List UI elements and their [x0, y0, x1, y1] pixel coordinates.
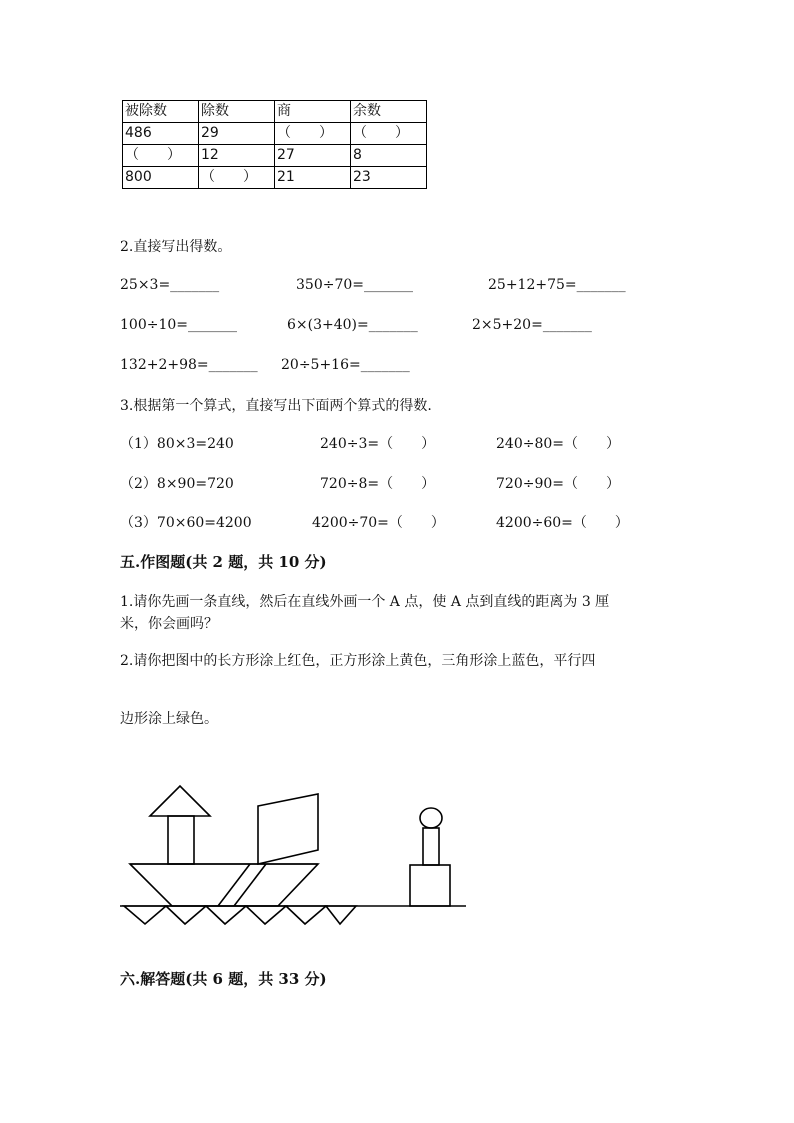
- table-cell[interactable]: （ ）: [123, 145, 199, 167]
- q3-given: （3）70×60=4200: [120, 515, 252, 531]
- rectangle-tower: [168, 816, 194, 864]
- q3-answer[interactable]: 720÷8=（ ）: [320, 476, 436, 492]
- hull-divider: [218, 864, 250, 906]
- table-cell: 8: [351, 145, 427, 167]
- small-triangle: [124, 906, 166, 924]
- q3-title: 3.根据第一个算式，直接写出下面两个算式的得数.: [120, 398, 432, 414]
- q2-item[interactable]: 20÷5+16=_______: [281, 357, 410, 373]
- table-cell: 800: [123, 167, 199, 189]
- trapezoid-hull: [130, 864, 318, 906]
- table-cell[interactable]: （ ）: [351, 123, 427, 145]
- q3-answer[interactable]: 240÷3=（ ）: [320, 436, 436, 452]
- q3-answer[interactable]: 4200÷60=（ ）: [496, 515, 629, 531]
- small-triangle: [326, 906, 356, 924]
- section5-q2-text: 边形涂上绿色。: [120, 711, 218, 727]
- section5-q1-text: 1.请你先画一条直线，然后在直线外画一个 A 点，使 A 点到直线的距离为 3 厘: [120, 594, 610, 610]
- q2-item[interactable]: 6×(3+40)=_______: [287, 317, 418, 333]
- hull-divider: [234, 864, 266, 906]
- q3-answer[interactable]: 4200÷70=（ ）: [312, 515, 445, 531]
- small-triangle: [286, 906, 326, 924]
- table-cell[interactable]: （ ）: [275, 123, 351, 145]
- circle-head: [420, 808, 442, 828]
- q3-given: （2）8×90=720: [120, 476, 234, 492]
- rectangle-body: [423, 828, 439, 865]
- parallelogram-sail: [258, 794, 318, 864]
- small-triangle: [166, 906, 206, 924]
- table-cell: 21: [275, 167, 351, 189]
- q2-item[interactable]: 350÷70=_______: [296, 277, 413, 293]
- square-base: [410, 865, 450, 906]
- table-cell[interactable]: （ ）: [199, 167, 275, 189]
- small-triangle: [206, 906, 246, 924]
- table-cell: 27: [275, 145, 351, 167]
- section5-q2-text: 2.请你把图中的长方形涂上红色，正方形涂上黄色，三角形涂上蓝色，平行四: [120, 653, 596, 669]
- q2-item[interactable]: 100÷10=_______: [120, 317, 237, 333]
- q3-answer[interactable]: 720÷90=（ ）: [496, 476, 620, 492]
- q2-item[interactable]: 25+12+75=_______: [488, 277, 626, 293]
- section5-q1-text: 米，你会画吗？: [120, 616, 218, 632]
- q3-answer[interactable]: 240÷80=（ ）: [496, 436, 620, 452]
- table-cell: 29: [199, 123, 275, 145]
- table-cell: 486: [123, 123, 199, 145]
- section6-title: 六.解答题(共 6 题，共 33 分): [120, 970, 327, 988]
- small-triangle: [246, 906, 286, 924]
- q2-title: 2.直接写出得数。: [120, 239, 232, 255]
- triangle-roof: [150, 786, 210, 816]
- q3-given: （1）80×3=240: [120, 436, 234, 452]
- table-cell: 12: [199, 145, 275, 167]
- q2-item[interactable]: 2×5+20=_______: [472, 317, 592, 333]
- header-cell: 商: [275, 101, 351, 123]
- q2-item[interactable]: 25×3=_______: [120, 277, 220, 293]
- header-cell: 除数: [199, 101, 275, 123]
- header-cell: 余数: [351, 101, 427, 123]
- table-cell: 23: [351, 167, 427, 189]
- section5-title: 五.作图题(共 2 题，共 10 分): [120, 553, 327, 571]
- q2-item[interactable]: 132+2+98=_______: [120, 357, 258, 373]
- header-cell: 被除数: [123, 101, 199, 123]
